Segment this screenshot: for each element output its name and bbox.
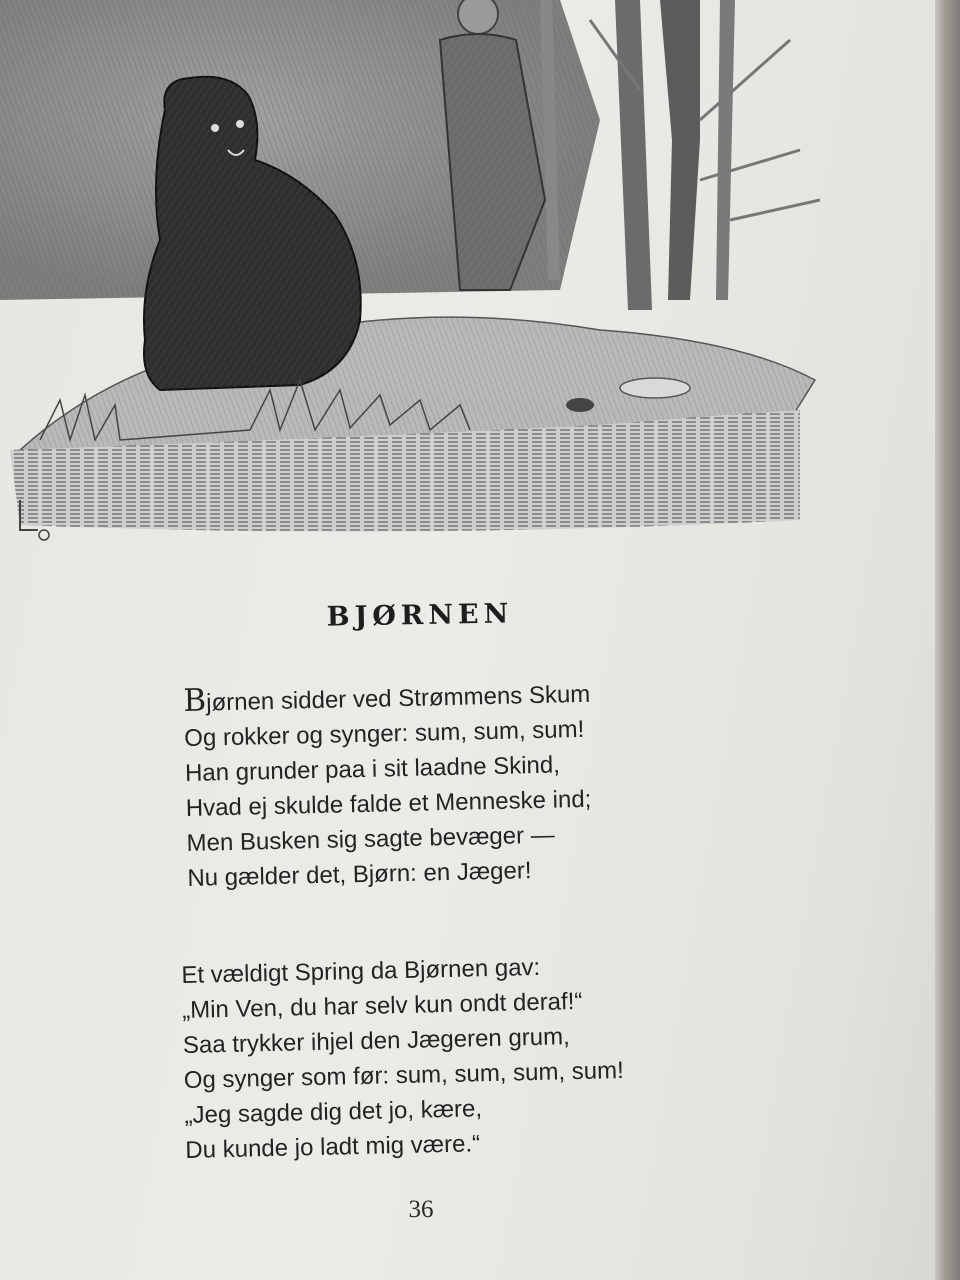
poem-line: Og rokker og synger: sum, sum, sum! xyxy=(183,715,585,752)
poem-line: Nu gælder det, Bjørn: en Jæger! xyxy=(187,857,532,892)
stanza-1 xyxy=(183,675,595,896)
bear-illustration xyxy=(0,0,830,545)
poem-line: „Min Ven, du har selv kun ondt deraf!“ xyxy=(181,987,583,1024)
poem-title: BJØRNEN xyxy=(326,598,514,633)
stone xyxy=(566,398,594,412)
poem-line: Saa trykker ihjel den Jægeren grum, xyxy=(182,1023,571,1059)
poem-line: Du kunde jo ladt mig være.“ xyxy=(185,1130,481,1164)
page-edge xyxy=(935,0,960,1280)
poem-line: Et vældigt Spring da Bjørnen gav: xyxy=(181,953,541,989)
poem-line-text: jørnen sidder ved Strømmens Skum xyxy=(205,680,591,717)
poem-line: Og synger som før: sum, sum, sum, sum! xyxy=(183,1056,625,1094)
poem-line: Men Busken sig sagte bevæger — xyxy=(186,821,556,857)
tree-trunk xyxy=(615,0,652,310)
poem-line: Hvad ej skulde falde et Menneske ind; xyxy=(185,785,592,822)
stanza-2 xyxy=(181,948,626,1168)
stone xyxy=(620,378,690,398)
drop-cap: B xyxy=(182,682,207,719)
page-number: 36 xyxy=(408,1196,434,1223)
poem-line: Han grunder paa i sit laadne Skind, xyxy=(184,751,561,787)
poem-line: „Jeg sagde dig det jo, kære, xyxy=(184,1095,483,1129)
tree-trunk xyxy=(660,0,700,300)
tree-trunk xyxy=(716,0,735,300)
